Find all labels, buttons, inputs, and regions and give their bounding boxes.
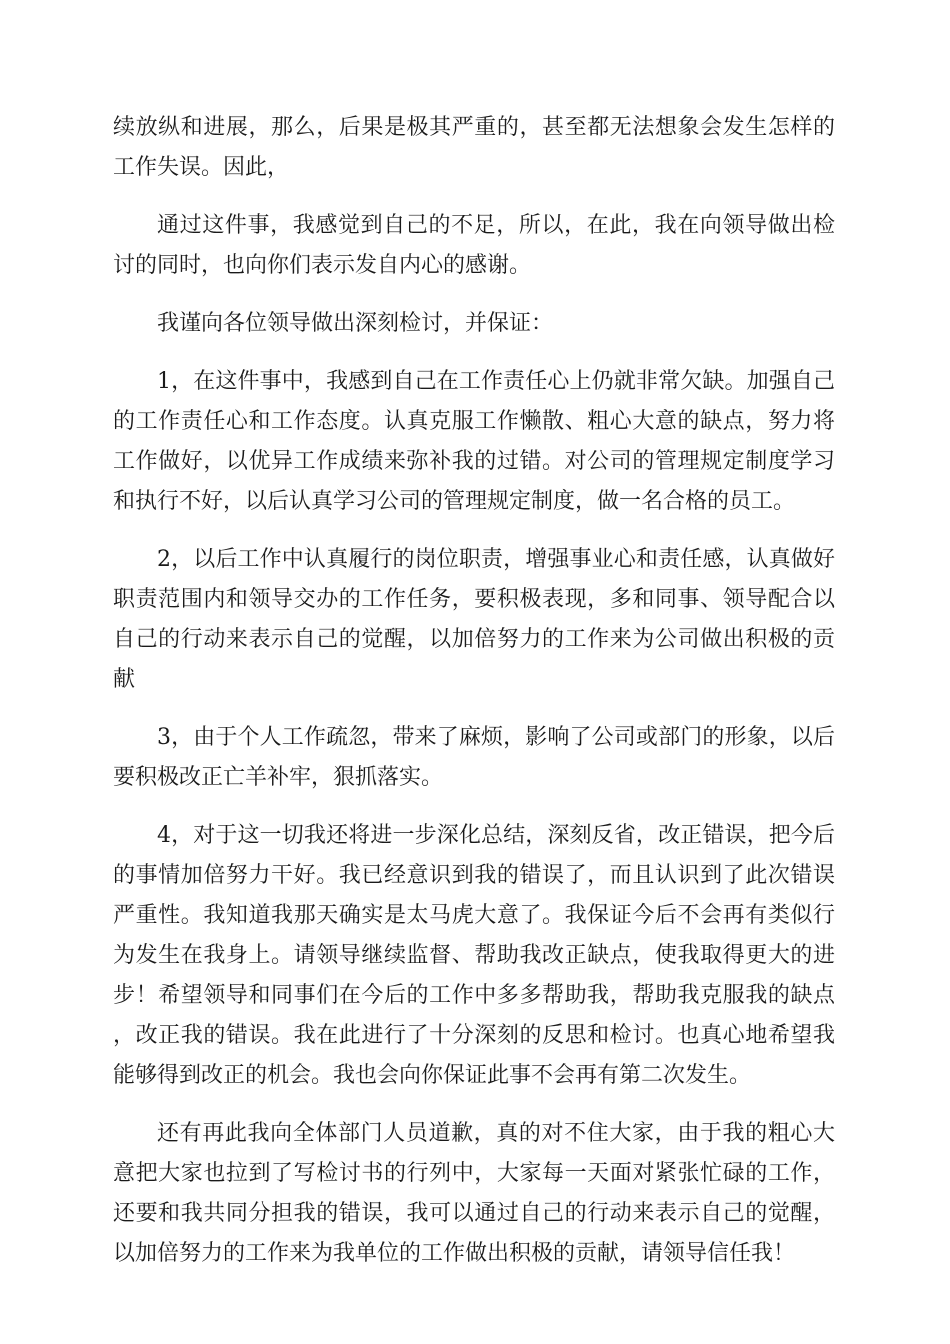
- paragraph-point-1: 1，在这件事中，我感到自己在工作责任心上仍就非常欠缺。加强自己的工作责任心和工作态度。认真克服工作懒散、粗心大意的缺点，努力将工作做好，以优异工作成绩来弥补我的过错。对公司的管理规定制度学习和执行不好，以后认真学习公司的管理规定制度，做一名合格的员工。: [113, 369, 835, 514]
- paragraph-point-3: 3，由于个人工作疏忽，带来了麻烦，影响了公司或部门的形象，以后要积极改正亡羊补牢，狠抓落实。: [113, 725, 835, 790]
- paragraph-point-4: 4，对于这一切我还将进一步深化总结，深刻反省，改正错误，把今后的事情加倍努力干好。我已经意识到我的错误了，而且认识到了此次错误严重性。我知道我那天确实是太马虎大意了。我保证今后不会再有类似行为发生在我身上。请领导继续监督、帮助我改正缺点，使我取得更大的进步！希望领导和同事们在今后的工作中多多帮助我，帮助我克服我的缺点，改正我的错误。我在此进行了十分深刻的反思和检讨。也真心地希望我能够得到改正的机会。我也会向你保证此事不会再有第二次发生。: [113, 823, 835, 1088]
- paragraph-realization: 通过这件事，我感觉到自己的不足，所以，在此，我在向领导做出检讨的同时，也向你们表示发自内心的感谢。: [113, 213, 835, 278]
- paragraph-continuation: 续放纵和进展，那么，后果是极其严重的，甚至都无法想象会发生怎样的工作失误。因此，: [113, 115, 835, 180]
- paragraph-pledge-intro: 我谨向各位领导做出深刻检讨，并保证：: [157, 311, 554, 336]
- paragraph-apology: 还有再此我向全体部门人员道歉，真的对不住大家，由于我的粗心大意把大家也拉到了写检讨书的行列中，大家每一天面对紧张忙碌的工作，还要和我共同分担我的错误，我可以通过自己的行动来表示自己的觉醒，以加倍努力的工作来为我单位的工作做出积极的贡献，请领导信任我！: [113, 1121, 835, 1266]
- document-body: [113, 108, 835, 1292]
- paragraph-point-2: 2，以后工作中认真履行的岗位职责，增强事业心和责任感，认真做好职责范围内和领导交办的工作任务，要积极表现，多和同事、领导配合以自己的行动来表示自己的觉醒，以加倍努力的工作来为公司做出积极的贡献: [113, 547, 835, 692]
